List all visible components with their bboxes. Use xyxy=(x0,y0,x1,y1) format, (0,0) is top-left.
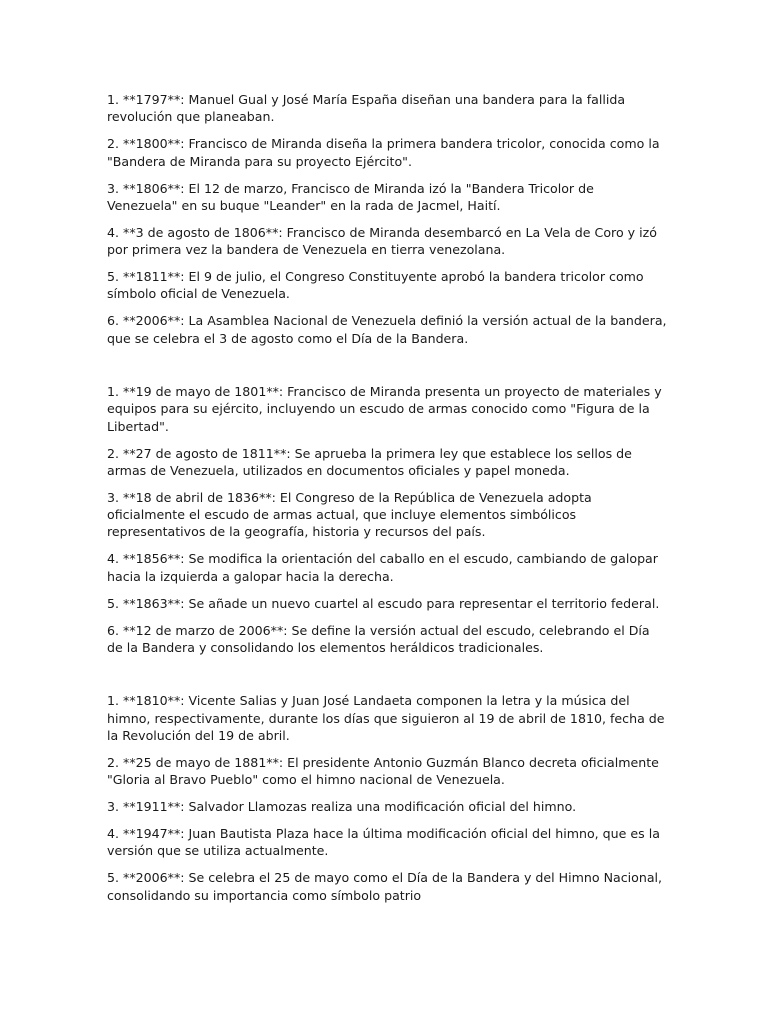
list-item: 1. **1810**: Vicente Salias y Juan José Landaeta componen la letra y la música del himno, respectivamente, durante los días que siguieron al 19 de abril de 1810, fecha de la Revolución del 19 de abril. xyxy=(107,693,665,743)
list-item: 1. **19 de mayo de 1801**: Francisco de Miranda presenta un proyecto de materiales y equipos para su ejército, incluyendo un escudo de armas conocido como "Figura de la Libertad". xyxy=(107,384,662,434)
list-item: 5. **1863**: Se añade un nuevo cuartel al escudo para representar el territorio federal. xyxy=(107,595,660,611)
flag-timeline-section xyxy=(107,91,667,347)
coat-of-arms-timeline-section xyxy=(107,383,667,656)
list-item: 2. **1800**: Francisco de Miranda diseña la primera bandera tricolor, conocida como la "Bandera de Miranda para su proyecto Ejército". xyxy=(107,136,660,169)
list-item: 2. **27 de agosto de 1811**: Se aprueba la primera ley que establece los sellos de armas de Venezuela, utilizados en documentos oficiales y papel moneda. xyxy=(107,445,632,478)
list-item: 5. **1811**: El 9 de julio, el Congreso Constituyente aprobó la bandera tricolor como símbolo oficial de Venezuela. xyxy=(107,269,644,302)
list-item: 6. **2006**: La Asamblea Nacional de Venezuela definió la versión actual de la bandera, que se celebra el 3 de agosto como el Día de la Bandera. xyxy=(107,313,667,346)
list-item: 4. **3 de agosto de 1806**: Francisco de Miranda desembarcó en La Vela de Coro y izó por primera vez la bandera de Venezuela en tierra venezolana. xyxy=(107,224,657,258)
list-item: 4. **1856**: Se modifica la orientación del caballo en el escudo, cambiando de galopar hacia la izquierda a galopar hacia la derecha. xyxy=(107,551,658,584)
list-item: 5. **2006**: Se celebra el 25 de mayo como el Día de la Bandera y del Himno Nacional, consolidando su importancia como símbolo patrio xyxy=(107,870,663,903)
document-page xyxy=(107,91,667,904)
anthem-timeline-section xyxy=(107,692,667,904)
list-item: 2. **25 de mayo de 1881**: El presidente Antonio Guzmán Blanco decreta oficialmente "Gloria al Bravo Pueblo" como el himno nacional de Venezuela. xyxy=(107,754,659,788)
list-item: 3. **1806**: El 12 de marzo, Francisco de Miranda izó la "Bandera Tricolor de Venezuela" en su buque "Leander" en la rada de Jacmel, Haití. xyxy=(107,180,594,213)
list-item: 1. **1797**: Manuel Gual y José María España diseñan una bandera para la fallida revolución que planeaban. xyxy=(107,92,626,125)
list-item: 3. **1911**: Salvador Llamozas realiza una modificación oficial del himno. xyxy=(107,799,577,815)
list-item: 6. **12 de marzo de 2006**: Se define la versión actual del escudo, celebrando el Día de la Bandera y consolidando los elementos heráldicos tradicionales. xyxy=(107,622,650,655)
list-item: 4. **1947**: Juan Bautista Plaza hace la última modificación oficial del himno, que es la versión que se utiliza actualmente. xyxy=(107,826,660,859)
list-item: 3. **18 de abril de 1836**: El Congreso de la República de Venezuela adopta oficialmente el escudo de armas actual, que incluye elementos simbólicos representativos de la geografía, historia y recursos del país. xyxy=(107,489,592,540)
